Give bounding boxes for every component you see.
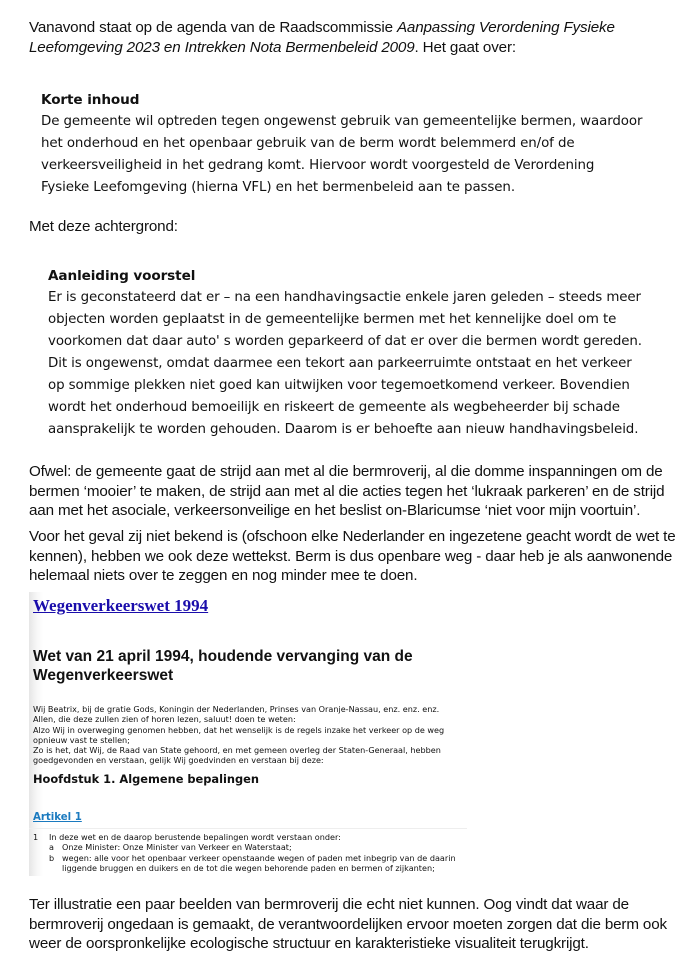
aanleiding-line: Dit is ongewenst, omdat daarmee een tekort aan parkeerruimte ontstaat en het verkeer: [48, 356, 632, 371]
list-number: 1: [33, 832, 39, 842]
aanleiding-heading: Aanleiding voorstel: [48, 268, 196, 284]
wegenverkeerswet-link[interactable]: Wegenverkeerswet 1994: [33, 596, 209, 615]
aanleiding-line: objecten worden geplaatst in de gemeentelijke bermen met het kennelijke doel om te: [48, 312, 617, 327]
agenda-title-part1: Aanpassing Verordening Fysieke: [396, 19, 615, 36]
list-text: Onze Minister: Onze Minister van Verkeer en Waterstaat;: [62, 842, 292, 853]
preamble-line: Wij Beatrix, bij de gratie Gods, Koningin der Nederlanden, Prinses van Oranje-Nassau, enz. enz. enz.: [33, 704, 440, 714]
achtergrond-text: Met deze achtergrond:: [29, 218, 178, 235]
law-preamble: [33, 704, 444, 766]
list-item: [33, 853, 456, 863]
list-item-continuation: [33, 863, 456, 873]
agenda-title-part2: Leefomgeving 2023 en Intrekken Nota Bermenbeleid 2009: [29, 38, 415, 56]
illustratie-line: Ter illustratie een paar beelden van bermroverij die echt niet kunnen. Oog vindt dat waar de: [29, 896, 629, 913]
illustratie-line: bermroverij ongedaan is gemaakt, de verantwoordelijken ervoor moeten zorgen dat die berm ook: [29, 915, 667, 933]
aanleiding-line: op sommige plekken niet goed kan uitwijken voor tegemoetkomend verkeer. Bovendien: [48, 378, 630, 393]
korte-inhoud-heading: Korte inhoud: [41, 92, 140, 108]
list-item: [33, 842, 456, 852]
list-letter: a: [49, 842, 54, 853]
artikel-1-link[interactable]: Artikel 1: [33, 812, 82, 823]
list-text: wegen: alle voor het openbaar verkeer openstaande wegen of paden met inbegrip van de daarin: [62, 852, 456, 863]
intro-suffix: . Het gaat over:: [414, 38, 516, 56]
preamble-line: Zo is het, dat Wij, de Raad van State gehoord, en met gemeen overleg der Staten-Generaal, hebben: [33, 745, 441, 756]
korte-inhoud-line: De gemeente wil optreden tegen ongewenst gebruik van gemeentelijke bermen, waardoor: [41, 114, 643, 129]
ofwel-line: aan met het asociale, verkeersonveilige en het beslist on-Blaricumse ‘niet voor mijn voortuin’.: [29, 502, 641, 519]
aanleiding-quote: [48, 265, 642, 441]
preamble-line: opnieuw vast te stellen;: [33, 734, 130, 745]
ofwel-line: bermen ‘mooier’ te maken, de strijd aan met al die acties tegen het ‘lukraak parkeren’ en de strijd: [29, 482, 665, 500]
preamble-line: goedgevonden en verstaan, gelijk Wij goedvinden en verstaan bij deze:: [33, 755, 324, 766]
wet-intro-line: kennen), hebben we ook deze wettekst. Berm is dus openbare weg - daar heb je als aanwonende: [29, 547, 673, 565]
intro-paragraph: [29, 18, 679, 57]
korte-inhoud-line: het onderhoud en het openbaar gebruik van de berm wordt belemmerd en/of de: [41, 136, 575, 151]
aanleiding-line: aansprakelijk te worden gehouden. Daarom is er behoefte aan nieuw handhavingsbeleid.: [48, 422, 639, 437]
korte-inhoud-line: Fysieke Leefomgeving (hierna VFL) en het bermenbeleid aan te passen.: [41, 180, 515, 195]
separator: [29, 828, 467, 829]
chapter-heading: Hoofdstuk 1. Algemene bepalingen: [33, 772, 260, 786]
preamble-line: Alzo Wij in overweging genomen hebben, dat het wenselijk is de regels inzake het verkeer op de weg: [33, 724, 445, 735]
list-letter: b: [49, 852, 55, 863]
achtergrond-label: [29, 217, 679, 237]
artikel-list: [33, 832, 456, 873]
korte-inhoud-quote: [41, 89, 642, 199]
illustratie-paragraph: [29, 895, 679, 954]
law-title-line: Wet van 21 april 1994, houdende vervanging van de: [33, 648, 413, 665]
aanleiding-line: voorkomen dat daar auto' s worden geparkeerd of dat er over die bermen wordt gereden.: [48, 334, 642, 349]
law-title: [33, 647, 453, 685]
aanleiding-line: wordt het onderhoud bemoeilijk en riskeert de gemeente als wegbeheerder bij schade: [48, 400, 620, 415]
ofwel-line: Ofwel: de gemeente gaat de strijd aan met al die bermroverij, al die domme inspanningen om de: [29, 463, 663, 480]
illustratie-line: weer de oorspronkelijke ecologische structuur en karakteristieke visualiteit terugkrijgt.: [29, 935, 589, 952]
preamble-line: Allen, die deze zullen zien of horen lezen, saluut! doen te weten:: [33, 714, 296, 725]
law-title-line: Wegenverkeerswet: [33, 667, 174, 684]
law-screenshot: [29, 592, 467, 876]
wet-intro-line: Voor het geval zij niet bekend is (ofschoon elke Nederlander en ingezetene geacht wordt de wet te: [29, 528, 676, 545]
intro-prefix: Vanavond staat op de agenda van de Raadscommissie: [29, 19, 397, 36]
list-intro: In deze wet en de daarop berustende bepalingen wordt verstaan onder:: [49, 832, 341, 842]
list-item: [33, 832, 456, 842]
aanleiding-line: Er is geconstateerd dat er – na een handhavingsactie enkele jaren geleden – steeds meer: [48, 290, 641, 305]
korte-inhoud-line: verkeersveiligheid in het gedrang komt. Hiervoor wordt voorgesteld de Verordening: [41, 158, 595, 173]
list-text: liggende bruggen en duikers en de tot die wegen behorende paden en bermen of zijkanten;: [62, 862, 435, 873]
ofwel-paragraph: [29, 462, 679, 521]
wet-intro-line: helemaal niets over te zeggen en nog minder mee te doen.: [29, 567, 418, 584]
wet-intro-paragraph: [29, 527, 679, 586]
